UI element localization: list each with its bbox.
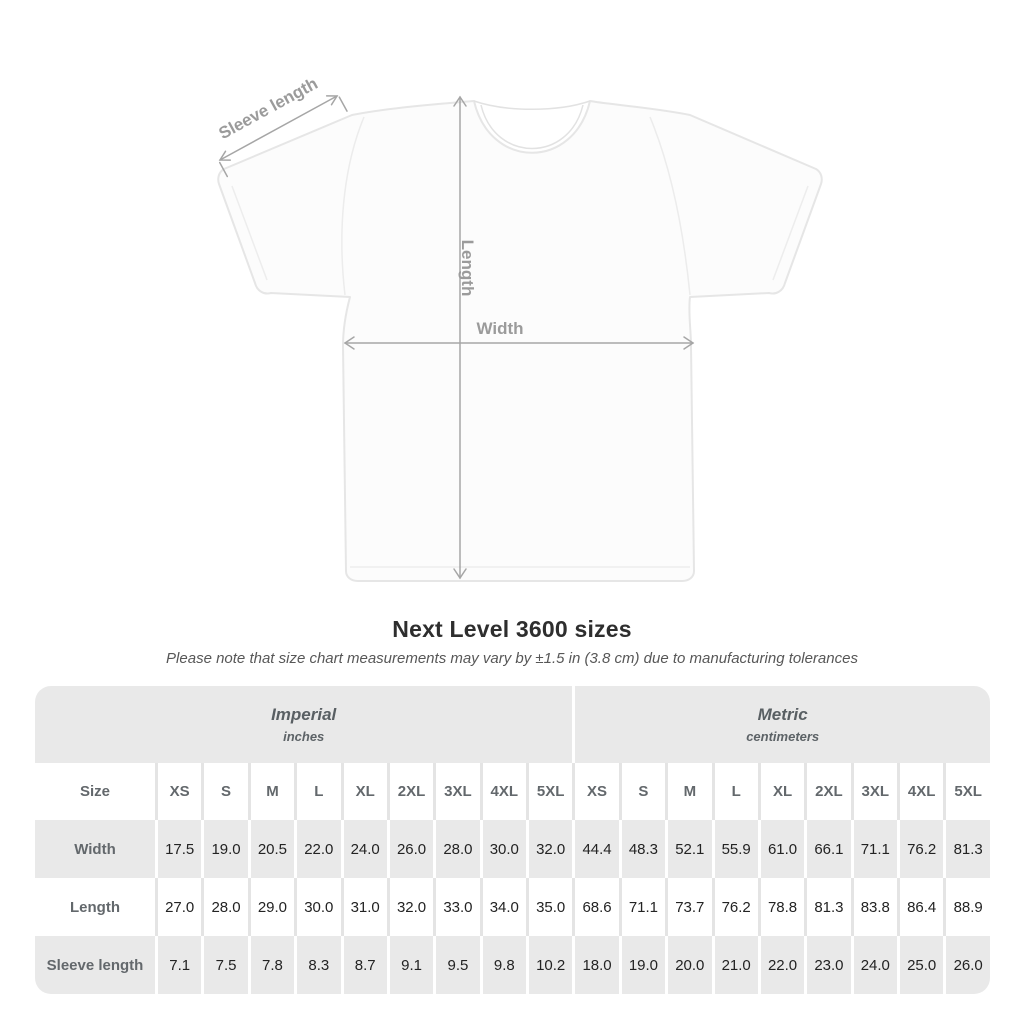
measurement-value: 28.0 [433, 820, 479, 878]
table-row-width [35, 820, 990, 878]
measurement-value: 34.0 [480, 878, 526, 936]
measurement-value: 88.9 [943, 878, 990, 936]
measurement-value: 7.1 [155, 936, 201, 994]
measurement-value: 22.0 [294, 820, 340, 878]
measurement-value: 24.0 [851, 936, 897, 994]
size-col-imperial-4xl: 4XL [480, 763, 526, 820]
measurement-value: 27.0 [155, 878, 201, 936]
size-col-metric-xs: XS [572, 763, 618, 820]
measurement-value: 78.8 [758, 878, 804, 936]
sleeve-length-label: Sleeve length [215, 73, 321, 144]
size-header-cell: Size [35, 763, 155, 820]
measurement-value: 7.5 [201, 936, 247, 994]
size-header-row [35, 763, 990, 820]
measurement-value: 81.3 [804, 878, 850, 936]
row-label: Sleeve length [35, 936, 155, 994]
measurement-value: 9.5 [433, 936, 479, 994]
measurement-value: 24.0 [341, 820, 387, 878]
size-table-body [35, 820, 990, 994]
measurement-value: 33.0 [433, 878, 479, 936]
measurement-value: 19.0 [201, 820, 247, 878]
measurement-value: 76.2 [897, 820, 943, 878]
row-label: Length [35, 878, 155, 936]
measurement-value: 9.1 [387, 936, 433, 994]
back-neck-seam [474, 101, 590, 109]
measurement-value: 10.2 [526, 936, 572, 994]
measurement-value: 21.0 [712, 936, 758, 994]
measurement-value: 31.0 [341, 878, 387, 936]
size-col-imperial-3xl: 3XL [433, 763, 479, 820]
size-col-metric-s: S [619, 763, 665, 820]
measurement-value: 30.0 [480, 820, 526, 878]
size-table [35, 686, 990, 994]
measurement-value: 32.0 [526, 820, 572, 878]
measurement-value: 86.4 [897, 878, 943, 936]
metric-unit: centimeters [746, 729, 820, 744]
measurement-value: 66.1 [804, 820, 850, 878]
measurement-value: 18.0 [572, 936, 618, 994]
measurement-value: 71.1 [851, 820, 897, 878]
measurement-value: 81.3 [943, 820, 990, 878]
measurement-value: 23.0 [804, 936, 850, 994]
measurement-value: 71.1 [619, 878, 665, 936]
size-col-imperial-xs: XS [155, 763, 201, 820]
measurement-value: 25.0 [897, 936, 943, 994]
measurement-value: 48.3 [619, 820, 665, 878]
measurement-value: 29.0 [248, 878, 294, 936]
unit-group-row [35, 686, 990, 763]
measurement-value: 35.0 [526, 878, 572, 936]
size-col-imperial-s: S [201, 763, 247, 820]
metric-group-header [572, 686, 990, 763]
measurement-value: 30.0 [294, 878, 340, 936]
tolerance-note: Please note that size chart measurements may vary by ±1.5 in (3.8 cm) due to manufacturing tolerances [166, 650, 858, 667]
size-col-metric-m: M [665, 763, 711, 820]
size-col-metric-xl: XL [758, 763, 804, 820]
size-col-imperial-xl: XL [341, 763, 387, 820]
measurement-value: 20.5 [248, 820, 294, 878]
size-col-imperial-5xl: 5XL [526, 763, 572, 820]
measurement-value: 17.5 [155, 820, 201, 878]
measurement-value: 19.0 [619, 936, 665, 994]
size-col-metric-3xl: 3XL [851, 763, 897, 820]
size-col-metric-5xl: 5XL [943, 763, 990, 820]
table-row-length [35, 878, 990, 936]
imperial-group-header [35, 686, 572, 763]
measurement-value: 83.8 [851, 878, 897, 936]
imperial-unit: inches [283, 729, 325, 744]
measurement-value: 8.3 [294, 936, 340, 994]
measurement-value: 76.2 [712, 878, 758, 936]
page-title: Next Level 3600 sizes [392, 616, 632, 642]
imperial-title: Imperial [271, 705, 337, 724]
tshirt-outline [218, 101, 822, 581]
measurement-value: 61.0 [758, 820, 804, 878]
length-label: Length [458, 239, 477, 297]
width-label: Width [476, 319, 524, 338]
measurement-value: 32.0 [387, 878, 433, 936]
measurement-value: 28.0 [201, 878, 247, 936]
measurement-value: 68.6 [572, 878, 618, 936]
size-col-metric-l: L [712, 763, 758, 820]
size-col-imperial-m: M [248, 763, 294, 820]
measurement-value: 20.0 [665, 936, 711, 994]
size-col-metric-4xl: 4XL [897, 763, 943, 820]
measurement-value: 55.9 [712, 820, 758, 878]
size-col-metric-2xl: 2XL [804, 763, 850, 820]
measurement-value: 7.8 [248, 936, 294, 994]
measurement-value: 22.0 [758, 936, 804, 994]
measurement-value: 44.4 [572, 820, 618, 878]
measurement-value: 73.7 [665, 878, 711, 936]
measurement-value: 26.0 [943, 936, 990, 994]
table-row-sleeve-length [35, 936, 990, 994]
measurement-value: 26.0 [387, 820, 433, 878]
size-col-imperial-2xl: 2XL [387, 763, 433, 820]
metric-title: Metric [757, 705, 808, 724]
measurement-value: 52.1 [665, 820, 711, 878]
size-col-imperial-l: L [294, 763, 340, 820]
measurement-value: 8.7 [341, 936, 387, 994]
measurement-value: 9.8 [480, 936, 526, 994]
row-label: Width [35, 820, 155, 878]
